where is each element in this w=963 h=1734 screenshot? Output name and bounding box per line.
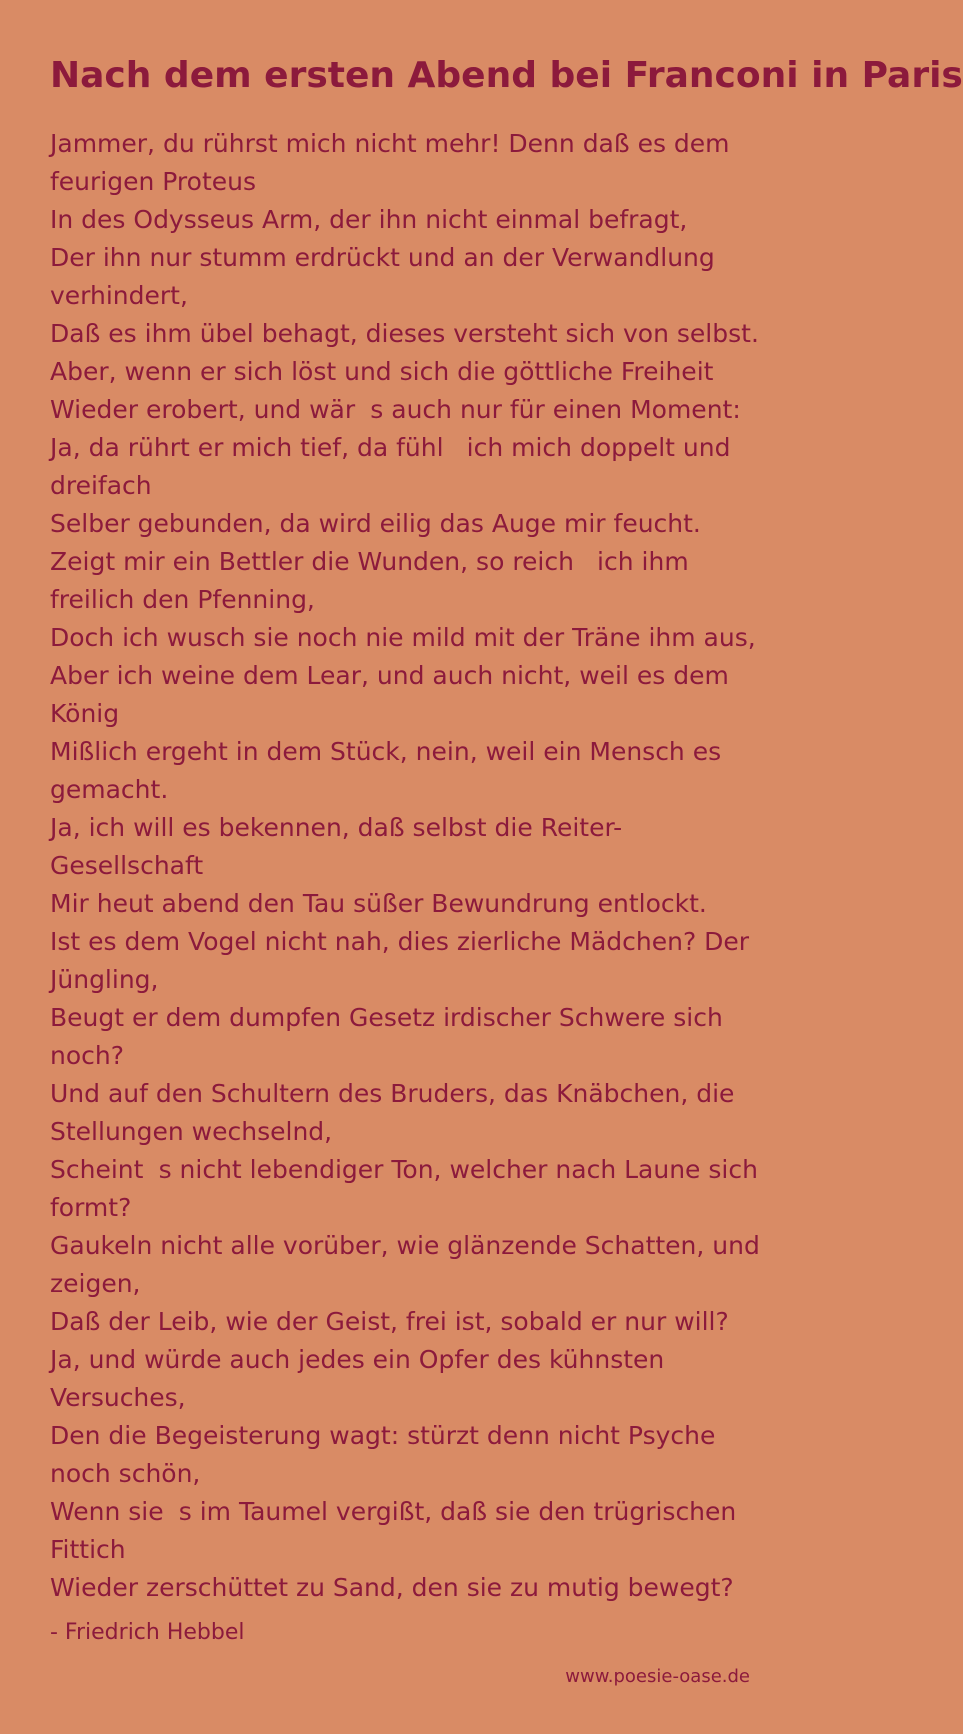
poem-line: In des Odysseus Arm, der ihn nicht einmal befragt, [50,205,688,234]
poem-title: Nach dem ersten Abend bei Franconi in Paris [50,55,963,96]
poem-line: Den die Begeisterung wagt: stürzt denn nicht Psyche noch schön, [50,1421,716,1488]
poem-line: Wieder zerschüttet zu Sand, den sie zu mutig bewegt? [50,1573,734,1602]
poem-line: Ja, da rührt er mich tief, da fühl ich mich doppelt und dreifach [50,433,731,500]
poem-line: Mißlich ergeht in dem Stück, nein, weil ein Mensch es gemacht. [50,737,722,804]
poem-author: - Friedrich Hebbel [50,1620,245,1645]
poem-line: Wenn sies im Taumel vergißt, daß sie den trügrischen Fittich [50,1497,737,1564]
poem-line: Doch ich wusch sie noch nie mild mit der Träne ihm aus, [50,623,756,652]
poem-line: Selber gebunden, da wird eilig das Auge mir feucht. [50,509,701,538]
poem-line: Aber ich weine dem Lear, und auch nicht, weil es dem König [50,661,729,728]
poem-body [50,125,765,1607]
website-credit: www.poesie-oase.de [565,1666,750,1687]
poem-line: Jammer, du rührst mich nicht mehr! Denn daß es dem feurigen Proteus [50,129,730,196]
poem-line: Ist es dem Vogel nicht nah, dies zierliche Mädchen? Der Jüngling, [50,927,750,994]
poem-line: Und auf den Schultern des Bruders, das Knäbchen, die Stellungen wechselnd, [50,1079,735,1146]
poem-line: Ja, und würde auch jedes ein Opfer des kühnsten Versuches, [50,1345,665,1412]
poem-line: Zeigt mir ein Bettler die Wunden, so reich ich ihm freilich den Pfenning, [50,547,689,614]
poem-line: Daß der Leib, wie der Geist, frei ist, sobald er nur will? [50,1307,729,1336]
poem-line: Mir heut abend den Tau süßer Bewundrung entlockt. [50,889,707,918]
poem-line: Beugt er dem dumpfen Gesetz irdischer Schwere sich noch? [50,1003,723,1070]
poem-line: Wieder erobert, und wärs auch nur für einen Moment: [50,395,741,424]
poem-line: Ja, ich will es bekennen, daß selbst die Reiter-Gesellschaft [50,813,623,880]
poem-line: Daß es ihm übel behagt, dieses versteht sich von selbst. [50,319,759,348]
poem-line: Scheints nicht lebendiger Ton, welcher nach Laune sich formt? [50,1155,758,1222]
poem-line: Gaukeln nicht alle vorüber, wie glänzende Schatten, und zeigen, [50,1231,760,1298]
poem-line: Der ihn nur stumm erdrückt und an der Verwandlung verhindert, [50,243,715,310]
poem-line: Aber, wenn er sich löst und sich die göttliche Freiheit [50,357,714,386]
